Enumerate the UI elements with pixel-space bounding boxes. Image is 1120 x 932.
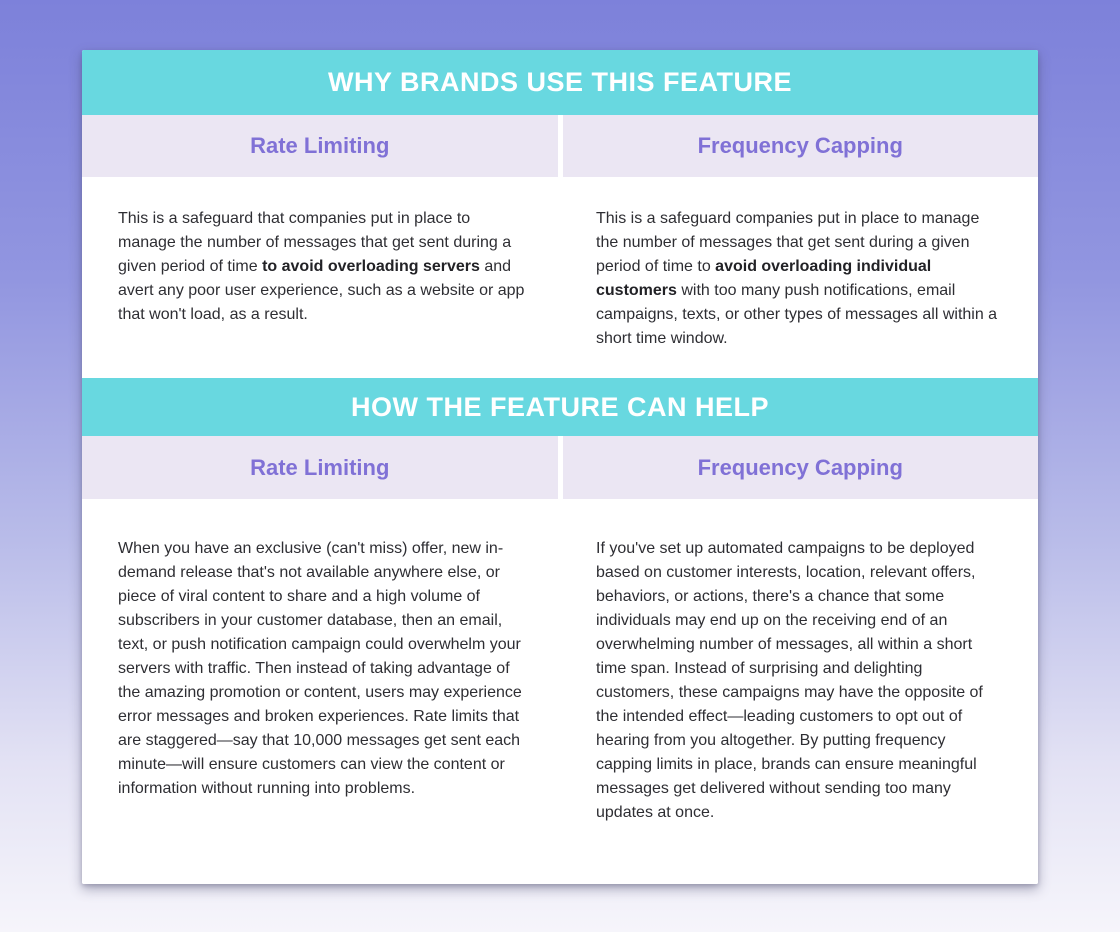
column-title-rate-limiting-1: Rate Limiting <box>82 115 558 177</box>
column-title-row-1 <box>82 115 1038 177</box>
section-header-why-brands-use: WHY BRANDS USE THIS FEATURE <box>82 50 1038 115</box>
body-row-why <box>82 177 1038 378</box>
column-title-frequency-capping-2: Frequency Capping <box>563 436 1039 499</box>
section-header-how-it-helps: HOW THE FEATURE CAN HELP <box>82 378 1038 436</box>
body-row-how <box>82 499 1038 884</box>
column-title-row-2 <box>82 436 1038 499</box>
frequency-capping-why-paragraph: This is a safeguard companies put in place to manage the number of messages that get sent during a given period of time to avoid overloading individual customers with too many push notifications, email campaigns, texts, or other types of messages all within a short time window. <box>596 210 998 347</box>
column-title-frequency-capping-1: Frequency Capping <box>563 115 1039 177</box>
rate-limiting-how-paragraph: When you have an exclusive (can't miss) offer, new in-demand release that's not available anywhere else, or piece of viral content to share and a high volume of subscribers in your customer database, then an email, text, or push notification campaign could overwhelm your servers with traffic. Then instead of taking advantage of the amazing promotion or content, users may experience error messages and broken experiences. Rate limits that are staggered—say that 10,000 messages get sent each minute—will ensure customers can view the content or information without running into problems. <box>118 540 522 797</box>
rate-limiting-why-paragraph: This is a safeguard that companies put in place to manage the number of messages that get sent during a given period of time to avoid overloading servers and avert any poor user experience, such as a website or app that won't load, as a result. <box>118 210 525 323</box>
frequency-capping-how-paragraph: If you've set up automated campaigns to be deployed based on customer interests, location, relevant offers, behaviors, or actions, there's a chance that some individuals may end up on the receiving end of an overwhelming number of messages, all within a short time span. Instead of surprising and delighting customers, these campaigns may have the opposite of the intended effect—leading customers to opt out of hearing from you altogether. By putting frequency capping limits in place, brands can ensure meaningful messages get delivered without sending too many updates at once. <box>596 540 983 821</box>
comparison-table <box>82 50 1038 884</box>
column-title-rate-limiting-2: Rate Limiting <box>82 436 558 499</box>
